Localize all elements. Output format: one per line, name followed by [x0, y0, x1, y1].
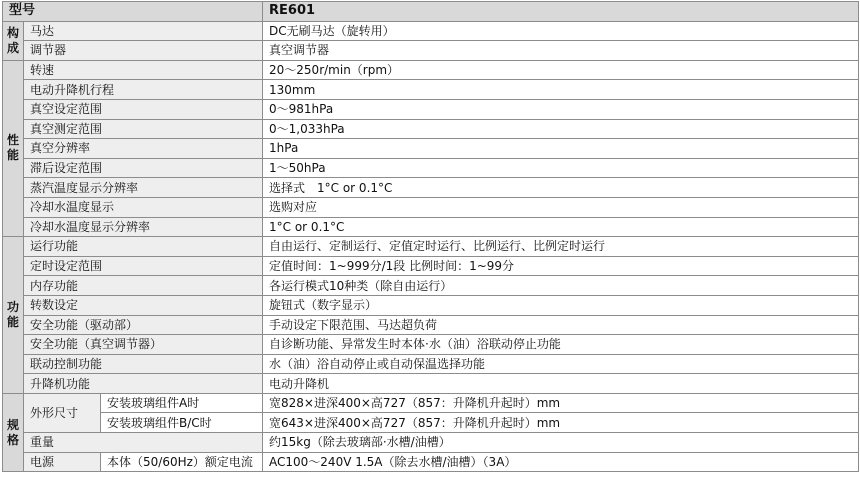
power-sublabel: 本体（50/60Hz）额定电流: [101, 452, 263, 472]
power-value: AC100～240V 1.5A（除去水槽/油槽）（3A）: [263, 452, 859, 472]
row-value: 水（油）浴自动停止或自动保温选择功能: [263, 354, 859, 374]
section-title-specification: 规格: [3, 393, 24, 471]
row-value: 0～1,033hPa: [263, 119, 859, 139]
weight-label: 重量: [24, 433, 263, 453]
table-row: [3, 217, 859, 237]
table-row: [3, 21, 859, 41]
row-value: 真空调节器: [263, 41, 859, 61]
section-title-function: 功能: [3, 237, 24, 394]
row-value: 选购对应: [263, 197, 859, 217]
table-row: [3, 41, 859, 61]
model-value: RE601: [263, 2, 859, 22]
table-row: [3, 99, 859, 119]
table-row: [3, 197, 859, 217]
row-value: 各运行模式10种类（除自由运行）: [263, 276, 859, 296]
dimensions-label: 外形尺寸: [24, 393, 101, 432]
row-sublabel: 安装玻璃组件B/C时: [101, 413, 263, 433]
row-label: 转速: [24, 60, 263, 80]
table-row: [3, 80, 859, 100]
row-label: 运行功能: [24, 237, 263, 257]
row-label: 滞后设定范围: [24, 158, 263, 178]
row-label: 真空设定范围: [24, 99, 263, 119]
table-row: [3, 139, 859, 159]
row-label: 调节器: [24, 41, 263, 61]
row-label: 冷却水温度显示: [24, 197, 263, 217]
table-row: [3, 60, 859, 80]
row-label: 转数设定: [24, 295, 263, 315]
row-value: 130mm: [263, 80, 859, 100]
table-row: [3, 256, 859, 276]
table-row: [3, 452, 859, 472]
section-title-composition: 构成: [3, 21, 24, 60]
table-row: [3, 413, 859, 433]
row-value: 宽643×进深400×高727（857：升降机升起时）mm: [263, 413, 859, 433]
section-title-performance: 性能: [3, 60, 24, 236]
table-row: [3, 119, 859, 139]
row-label: 真空测定范围: [24, 119, 263, 139]
row-value: 定值时间：1~999分/1段 比例时间：1~99分: [263, 256, 859, 276]
weight-value: 约15kg（除去玻璃部·水槽/油槽）: [263, 433, 859, 453]
table-row: [3, 433, 859, 453]
table-row: [3, 295, 859, 315]
row-value: 自由运行、定制运行、定值定时运行、比例运行、比例定时运行: [263, 237, 859, 257]
row-value: 1hPa: [263, 139, 859, 159]
row-value: 自诊断功能、异常发生时本体·水（油）浴联动停止功能: [263, 335, 859, 355]
table-row: [3, 374, 859, 394]
row-value: 宽828×进深400×高727（857：升降机升起时）mm: [263, 393, 859, 413]
row-label: 升降机功能: [24, 374, 263, 394]
row-value: 电动升降机: [263, 374, 859, 394]
row-label: 内存功能: [24, 276, 263, 296]
row-label: 电动升降机行程: [24, 80, 263, 100]
spec-table: [2, 1, 859, 472]
table-row: [3, 276, 859, 296]
row-label: 定时设定范围: [24, 256, 263, 276]
row-value: 手动设定下限范围、马达超负荷: [263, 315, 859, 335]
row-value: 20～250r/min（rpm）: [263, 60, 859, 80]
row-value: DC无刷马达（旋转用）: [263, 21, 859, 41]
row-value: 1～50hPa: [263, 158, 859, 178]
header-row: [3, 2, 859, 22]
row-value: 选择式 1°C or 0.1°C: [263, 178, 859, 198]
row-value: 0～981hPa: [263, 99, 859, 119]
row-label: 蒸汽温度显示分辨率: [24, 178, 263, 198]
model-label: 型号: [3, 2, 263, 22]
row-label: 马达: [24, 21, 263, 41]
row-value: 1°C or 0.1°C: [263, 217, 859, 237]
table-row: [3, 178, 859, 198]
power-label: 电源: [24, 452, 101, 472]
row-label: 真空分辨率: [24, 139, 263, 159]
table-row: [3, 335, 859, 355]
table-row: [3, 158, 859, 178]
table-row: [3, 354, 859, 374]
table-row: [3, 237, 859, 257]
row-value: 旋钮式（数字显示）: [263, 295, 859, 315]
row-label: 联动控制功能: [24, 354, 263, 374]
row-label: 安全功能（驱动部）: [24, 315, 263, 335]
row-sublabel: 安装玻璃组件A时: [101, 393, 263, 413]
row-label: 冷却水温度显示分辨率: [24, 217, 263, 237]
row-label: 安全功能（真空调节器）: [24, 335, 263, 355]
table-row: [3, 393, 859, 413]
table-row: [3, 315, 859, 335]
